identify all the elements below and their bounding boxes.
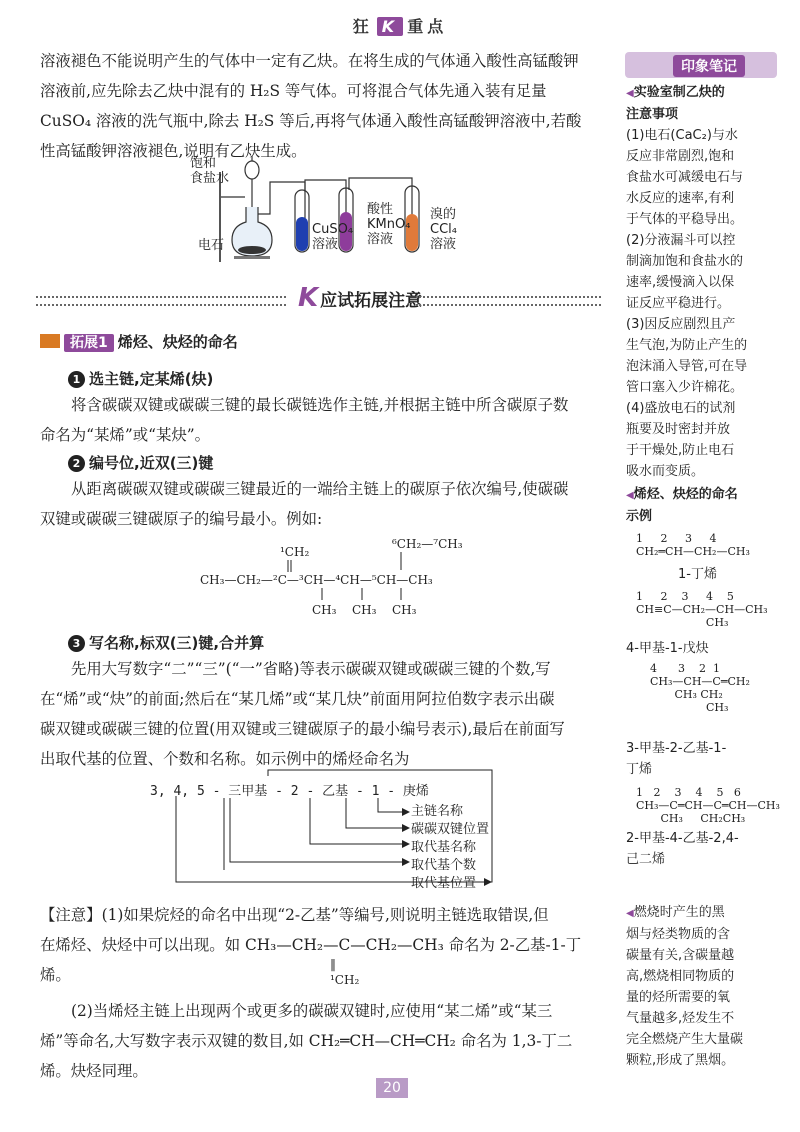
svg-text:⁶CH₂—⁷CH₃: ⁶CH₂—⁷CH₃ <box>392 537 463 551</box>
structure-example <box>196 536 466 622</box>
example-2-structure: 1 2 3 4 5 CH≡C—CH₂—CH—CH₃ CH₃ <box>636 590 768 629</box>
step-3-text: 先用大写数字“二”“三”(“一”省略)等表示碳碳双键或碳碳三键的个数,写 在“烯”或“炔”的前面;然后在“某几烯”或“某几炔”前面用阿拉伯数字表示出碳 碳双键或碳碳三键的位置(用双键或三键碳原子的最小编号表示),最后在前面写 出取代基的位置、个数和名称。如示例中的烯烃命名为 <box>40 660 565 768</box>
example-3-structure: 4 3 2 1 CH₃—CH—C═CH₂ CH₃ CH₂ CH₃ <box>650 662 750 714</box>
intro-paragraph <box>40 46 605 166</box>
sidebar-note-3: ◀燃烧时产生的黑 烟与烃类物质的含 碳量有关,含碳量越 高,燃烧相同物质的 量的烃所需要的氧 气量越多,烃发生不 完全燃烧产生大量碳 颗粒,形成了黑烟。 <box>626 905 744 1068</box>
label-ccl4: 溴的 CCl₄ 溶液 <box>430 207 457 252</box>
label-carbide: 电石 <box>198 238 225 253</box>
divider-right <box>416 296 601 306</box>
label-kmno4: 酸性 KMnO₄ 溶液 <box>367 202 411 247</box>
example-2-name: 4-甲基-1-戊炔 <box>626 641 709 656</box>
intro-line: 性高锰酸钾溶液褪色,说明有乙炔生成。 <box>40 142 307 160</box>
svg-text:CH₃: CH₃ <box>352 603 377 617</box>
example-4-name: 2-甲基-4-乙基-2,4- 己二烯 <box>626 831 739 867</box>
svg-text:CH₃—CH₂—²C—³CH—⁴CH—⁵CH—CH₃: CH₃—CH₂—²C—³CH—⁴CH—⁵CH—CH₃ <box>200 573 433 587</box>
svg-text:CH₃: CH₃ <box>392 603 417 617</box>
example-1-name: 1-丁烯 <box>678 567 717 582</box>
svg-text:¹CH₂: ¹CH₂ <box>280 545 310 559</box>
note-block: 【注意】(1)如果烷烃的命名中出现“2-乙基”等编号,则说明主链选取错误,但 在烯烃、炔烃中可以出现。如 CH₃—CH₂—C—CH₂—CH₃ 命名为 2-乙基-1-丁烯。 <box>40 906 582 984</box>
step-3-heading: 3 写名称,标双(三)键,合并算 <box>68 632 264 653</box>
name-labels: 主链名称 碳碳双键位置 取代基名称 取代基个数 取代基位置 <box>411 804 490 891</box>
example-3-name: 3-甲基-2-乙基-1- 丁烯 <box>626 741 727 777</box>
svg-text:CH₃: CH₃ <box>312 603 337 617</box>
step-2-heading: 2 编号位,近双(三)键 <box>68 452 213 473</box>
header-right: 重点 <box>407 17 448 36</box>
intro-line: CuSO₄ 溶液的洗气瓶中,除去 H₂S 等后,再将气体通入酸性高锰酸钾溶液中,若酸 <box>40 112 582 130</box>
step-2-text: 从距离碳碳双键或碳碳三键最近的一端给主链上的碳原子依次编号,使碳碳 双键或碳碳三键碳原子的编号最小。例如: <box>40 480 569 528</box>
note-substituent: ‖ ¹CH₂ <box>330 957 360 987</box>
header-k-logo: K <box>377 17 403 36</box>
intro-line: 溶液前,应先除去乙炔中混有的 H₂S 等气体。可将混合气体先通入装有足量 <box>40 82 547 100</box>
topic-heading: 拓展1 烯烃、炔烃的命名 <box>40 331 238 352</box>
running-header <box>0 14 800 37</box>
name-breakdown: 3, 4, 5 - 三甲基 - 2 - 乙基 - 1 - 庚烯 <box>150 784 429 799</box>
note-2-block: (2)当烯烃主链上出现两个或更多的碳碳双键时,应使用“某二烯”或“某三 烯”等命名,大写数字表示双键的数目,如 CH₂═CH—CH═CH₂ 命名为 1,3-丁二 烯。炔烃同理。 <box>40 1002 573 1080</box>
example-1-structure: 1 2 3 4 CH₂═CH—CH₂—CH₃ <box>636 532 750 558</box>
label-cuso4: CuSO₄ 溶液 <box>312 222 354 252</box>
intro-line: 溶液褪色不能说明产生的气体中一定有乙炔。在将生成的气体通入酸性高锰酸钾 <box>40 52 579 70</box>
step-1-text: 将含碳碳双键或碳碳三键的最长碳链选作主链,并根据主链中所含碳原子数 命名为“某烯”或“某炔”。 <box>40 396 569 444</box>
sidebar-note-2: ◀烯烃、炔烃的命名 示例 <box>626 487 738 524</box>
page-number: 20 <box>376 1078 408 1098</box>
step-1-heading: 1 选主链,定某烯(炔) <box>68 368 213 389</box>
book-icon <box>40 334 60 348</box>
section-title: K应试拓展注意 <box>298 283 423 313</box>
section-divider <box>36 283 601 313</box>
label-salt-water: 饱和 食盐水 <box>190 156 230 186</box>
header-left: 狂 <box>352 17 373 36</box>
divider-left <box>36 296 286 306</box>
sidebar-banner: 印象笔记 <box>625 52 777 78</box>
sidebar-note-1: ◀实验室制乙炔的 注意事项 (1)电石(CaC₂)与水 反应非常剧烈,饱和 食盐水可减缓电石与 水反应的速率,有利 于气体的平稳导出。 (2)分液漏斗可以控 制滴加饱和食盐水的 速率,缓慢滴入以保 证反应平稳进行。 (3)因反应剧烈且产 生气泡,为防止产生的 泡沫涌入导管,可在导 管口塞入少许棉花。 (4)盛放电石的试剂 瓶要及时密封并放 于干燥处,防止电石 吸水而变质。 <box>626 85 748 479</box>
example-4-structure: 1 2 3 4 5 6 CH₃—C═CH—C═CH—CH₃ CH₃ CH₂CH₃ <box>636 786 780 825</box>
